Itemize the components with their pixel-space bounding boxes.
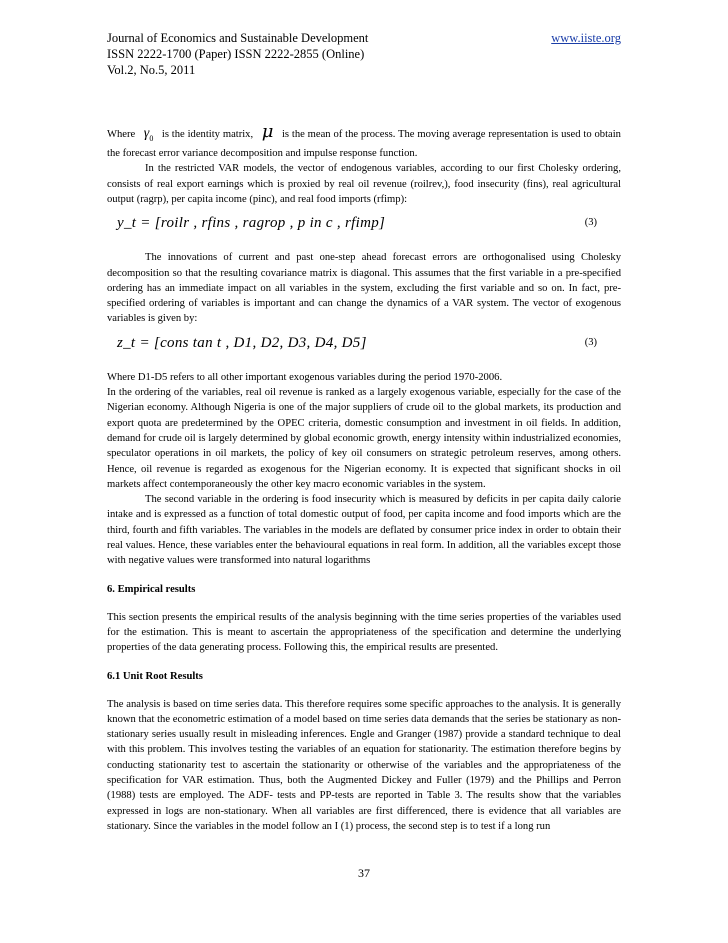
ordering-paragraph: In the ordering of the variables, real oil revenue is ranked as a largely exogenous variable, especially for the case of the Nigerian economy. Although Nigeria is one of the major suppliers of crude oil to the global markets, its production and export quota are predetermined by the OPEC criteria, domestic consumption and investment in oil fields. In addition, demand for crude oil is largely determined by global economic growth, energy intensity within industrialized economies, speculator operations in oil markets, the policy of key oil consumers on strategic petroleum reserves, among others. Hence, oil revenue is regarded as exogenous for the Nigerian economy. It is expected that significant shocks in oil markets affect contemporaneously the other key macro economic variables in the system. (107, 387, 621, 490)
innovations-paragraph: The innovations of current and past one-step ahead forecast errors are orthogonalised using Cholesky decomposition so that the resulting covariance matrix is diagonal. This assumes that the first variable in a pre-specified ordering has an immediate impact on all variables in the system, excluding the first variable and so on. In fact, pre-specified ordering of variables is important and can change the dynamics of a VAR system. The vector of exogenous variables is given by: (107, 252, 621, 325)
var-ordering-paragraph: In the restricted VAR models, the vector of endogenous variables, according to our first Cholesky ordering, consists of real export earnings which is proxied by real oil revenue (roilrev,), food insecurity (fins), real agricultural output (ragrp), per capita income (pinc), and real food imports (rfimp): (107, 163, 621, 205)
unit-root-paragraph: The analysis is based on time series data. This therefore requires some specific approaches to the analysis. It is generally known that the econometric estimation of a model based on time series data demands that the series be stationary as non-stationary series usually result in misleading inferences. Engle and Granger (1987) provide a standard technique to deal with this problem. This involves testing the variables of an equation for stationarity. The estimation therefore begins by conducting stationarity test to ascertain the stationarity or otherwise of the variables and the appropriateness of the specification for VAR estimation. Thus, both the Augmented Dickey and Fuller (1979) and the Phillips and Perron (1988) tests are employed. The ADF- tests and PP-tests are reported in Table 3. The results show that the variables expressed in logs are non-stationary. When all variables are first differenced, there is evidence that all variables are stationary. Since the variables in the model follow an I (1) process, the second step is to test if a long run (107, 698, 621, 832)
equation-exogenous (107, 327, 621, 361)
section-heading-empirical: 6. Empirical results (107, 583, 196, 595)
journal-url-link[interactable]: www.iiste.org (551, 31, 621, 45)
mu-symbol: μ (261, 121, 274, 142)
section-heading-unit-root: 6.1 Unit Root Results (107, 670, 203, 682)
equation-number: (3) (584, 336, 597, 348)
issn-line: ISSN 2222-1700 (Paper) ISSN 2222-2855 (Online) (107, 47, 365, 61)
dummy-variables-paragraph: Where D1-D5 refers to all other important exogenous variables during the period 1970-2006. (107, 371, 503, 383)
equation-body: y_t = [roilr , rfins , ragrop , p in c , rfimp] (117, 215, 386, 232)
journal-title: Journal of Economics and Sustainable Development (107, 31, 369, 45)
second-variable-paragraph: The second variable in the ordering is food insecurity which is measured by deficits in per capita daily calorie intake and is expressed as a function of total domestic output of food, per capita income and food imports which are the third, fourth and fifth variables. The variables in the models are deflated by consumer price index in order to obtain their real values. Hence, these variables enter the behavioural equations in real form. In addition, all the variables except those with negative values were transformed into natural logarithms (107, 494, 621, 567)
equation-endogenous (107, 207, 621, 241)
equation-body: z_t = [cons tan t , D1, D2, D3, D4, D5] (117, 334, 367, 351)
gamma-symbol: $\gamma_0$ (143, 126, 154, 143)
equation-number: (3) (584, 217, 597, 229)
empirical-paragraph: This section presents the empirical results of the analysis beginning with the time series properties of the variables used for the estimation. This is meant to ascertain the appropriateness of the specification and determine the underlying properties of the data generating process. Following this, the empirical results are presented. (107, 611, 621, 654)
page-content (107, 30, 621, 834)
running-header (107, 30, 621, 78)
volume-line: Vol.2, No.5, 2011 (107, 63, 196, 77)
where-paragraph: Where $\gamma_0$ is the identity matrix, μ is the mean of the process. The moving average representation is used to obtain the forecast error variance decomposition and impulse response function. (107, 121, 621, 160)
page-number: 37 (358, 866, 370, 880)
